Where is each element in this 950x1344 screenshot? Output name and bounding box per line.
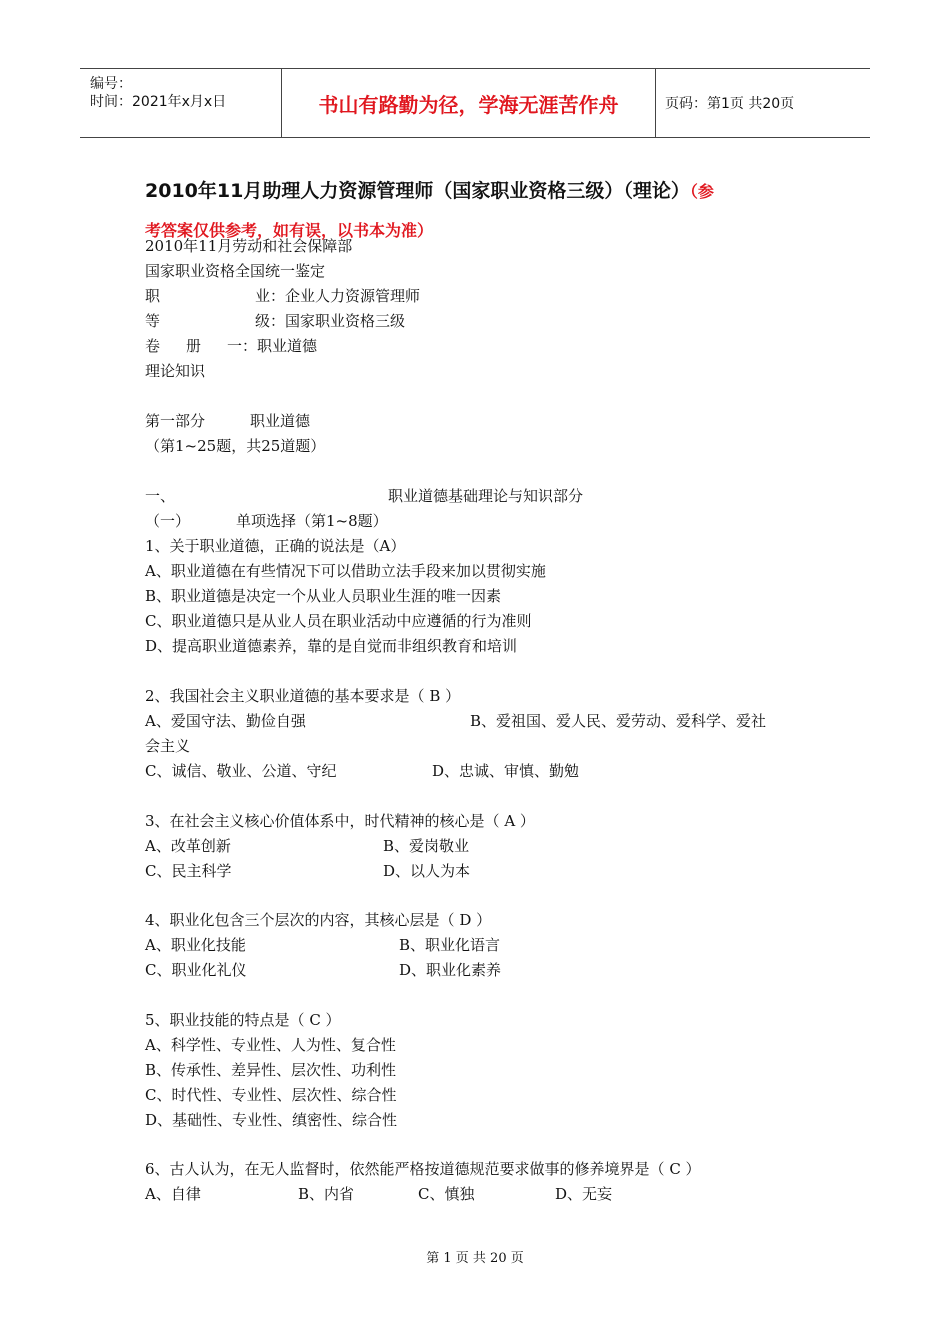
question-4-option-c: C、职业化礼仪: [145, 961, 247, 979]
subsection-name: 单项选择（第1~8题）: [236, 512, 388, 530]
page-header: [80, 68, 870, 138]
serial-label: 编号：: [90, 76, 132, 92]
question-4-option-a: A、职业化技能: [145, 936, 246, 954]
time-label: 时间：2021年x月x日: [90, 94, 227, 110]
job-value: 业：企业人力资源管理师: [255, 287, 421, 305]
question-6-option-a: A、自律: [145, 1185, 201, 1203]
header-motto: 书山有路勤为径，学海无涯苦作舟: [281, 69, 656, 137]
question-3-option-d: D、以人为本: [383, 862, 471, 880]
question-1-option-b: B、职业道德是决定一个从业人员职业生涯的唯一因素: [145, 587, 502, 605]
section-name: 职业道德基础理论与知识部分: [388, 487, 584, 505]
question-4-stem: 4、职业化包含三个层次的内容，其核心层是（ D ）: [145, 911, 492, 929]
info-line-1: 2010年11月劳动和社会保障部: [145, 237, 353, 255]
subsection-num: （一）: [145, 512, 191, 530]
question-2-stem: 2、我国社会主义职业道德的基本要求是（ B ）: [145, 687, 461, 705]
question-2-option-b-cont: 会主义: [145, 737, 191, 755]
info-level: [145, 310, 405, 331]
title-note-part2: 考答案仅供参考，如有误，以书本为准）: [145, 221, 434, 240]
question-6-option-d: D、无妄: [555, 1185, 613, 1203]
header-page-info: 页码：第1页 共20页: [665, 96, 795, 112]
question-6-stem: 6、古人认为，在无人监督时，依然能严格按道德规范要求做事的修养境界是（ C ）: [145, 1160, 701, 1178]
question-1-option-c: C、职业道德只是从业人员在职业活动中应遵循的行为准则: [145, 612, 532, 630]
question-6-option-b: B、内省: [298, 1185, 355, 1203]
page-footer: 第 1 页 共 20 页: [426, 1251, 524, 1266]
title-main: 2010年11月助理人力资源管理师（国家职业资格三级）（理论）: [145, 180, 690, 202]
info-line-2: 国家职业资格全国统一鉴定: [145, 262, 326, 280]
question-5-option-d: D、基础性、专业性、缜密性、综合性: [145, 1111, 398, 1129]
volume-char-a: 卷: [145, 337, 161, 355]
question-5-option-b: B、传承性、差异性、层次性、功利性: [145, 1061, 397, 1079]
part-label: 第一部分: [145, 412, 206, 430]
level-value: 级：国家职业资格三级: [255, 312, 406, 330]
section-num: 一、: [145, 487, 176, 505]
part-heading: [145, 410, 310, 431]
volume-char-b: 册: [186, 337, 202, 355]
question-3-option-b: B、爱岗敬业: [383, 837, 470, 855]
job-label: 职: [145, 287, 161, 305]
question-4-option-d: D、职业化素养: [399, 961, 502, 979]
question-2-option-a: A、爱国守法、勤俭自强: [145, 712, 306, 730]
title-note-part1: （参: [689, 182, 714, 201]
info-job: [145, 285, 420, 306]
question-5-option-a: A、科学性、专业性、人为性、复合性: [145, 1036, 396, 1054]
header-meta-cell: [80, 69, 281, 137]
info-volume: [145, 335, 317, 356]
question-2-option-b: B、爱祖国、爱人民、爱劳动、爱科学、爱社: [470, 712, 767, 730]
question-1-option-d: D、提高职业道德素养，靠的是自觉而非组织教育和培训: [145, 637, 518, 655]
question-3-option-a: A、改革创新: [145, 837, 231, 855]
part-name: 职业道德: [250, 412, 311, 430]
question-3-stem: 3、在社会主义核心价值体系中，时代精神的核心是（ A ）: [145, 812, 535, 830]
info-line-6: 理论知识: [145, 362, 206, 380]
volume-value: 一：职业道德: [227, 337, 318, 355]
question-1-option-a: A、职业道德在有些情况下可以借助立法手段来加以贯彻实施: [145, 562, 546, 580]
question-5-option-c: C、时代性、专业性、层次性、综合性: [145, 1086, 397, 1104]
question-2-option-c: C、诚信、敬业、公道、守纪: [145, 762, 337, 780]
question-4-option-b: B、职业化语言: [399, 936, 501, 954]
level-label: 等: [145, 312, 161, 330]
question-6-option-c: C、慎独: [418, 1185, 475, 1203]
question-1-stem: 1、关于职业道德，正确的说法是（A）: [145, 537, 406, 555]
question-3-option-c: C、民主科学: [145, 862, 232, 880]
question-5-stem: 5、职业技能的特点是（ C ）: [145, 1011, 341, 1029]
question-2-option-d: D、忠诚、审慎、勤勉: [432, 762, 580, 780]
part-range: （第1~25题，共25道题）: [145, 437, 326, 455]
